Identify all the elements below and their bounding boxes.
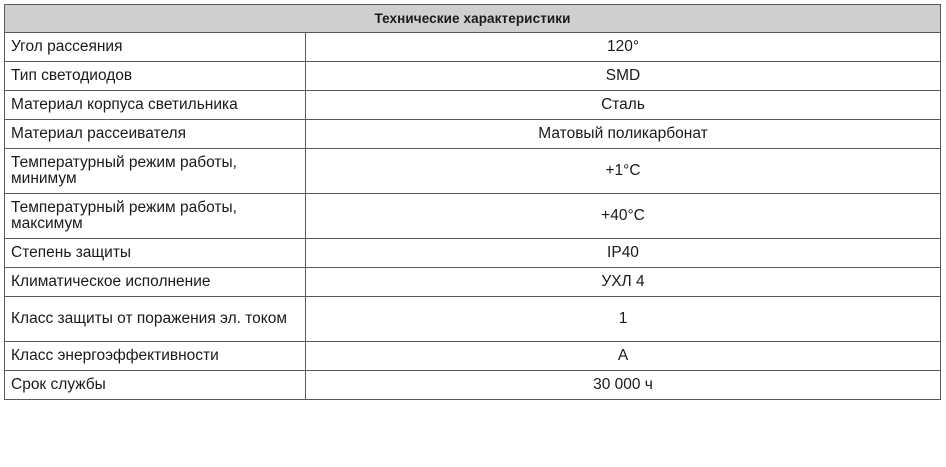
row-value: Сталь xyxy=(306,91,941,120)
table-header-row xyxy=(5,5,941,33)
row-label: Класс защиты от поражения эл. током xyxy=(5,297,306,342)
table-row xyxy=(5,268,941,297)
table-row xyxy=(5,194,941,239)
table-row xyxy=(5,371,941,400)
table-row xyxy=(5,297,941,342)
table-row xyxy=(5,120,941,149)
row-label: Материал рассеивателя xyxy=(5,120,306,149)
table-row xyxy=(5,62,941,91)
row-label: Тип светодиодов xyxy=(5,62,306,91)
row-label: Температурный режим работы, максимум xyxy=(5,194,306,239)
row-value: 120° xyxy=(306,33,941,62)
table-row xyxy=(5,91,941,120)
row-value: УХЛ 4 xyxy=(306,268,941,297)
table-row xyxy=(5,239,941,268)
table-title: Технические характеристики xyxy=(5,5,941,33)
row-value: +40°C xyxy=(306,194,941,239)
row-label: Класс энергоэффективности xyxy=(5,342,306,371)
row-label: Материал корпуса светильника xyxy=(5,91,306,120)
table-row xyxy=(5,33,941,62)
row-value: +1°C xyxy=(306,149,941,194)
spec-table xyxy=(4,4,941,400)
row-value: 1 xyxy=(306,297,941,342)
table-row xyxy=(5,342,941,371)
row-label: Степень защиты xyxy=(5,239,306,268)
row-value: IP40 xyxy=(306,239,941,268)
row-value: SMD xyxy=(306,62,941,91)
table-row xyxy=(5,149,941,194)
row-label: Температурный режим работы, минимум xyxy=(5,149,306,194)
row-value: 30 000 ч xyxy=(306,371,941,400)
row-value: Матовый поликарбонат xyxy=(306,120,941,149)
row-label: Климатическое исполнение xyxy=(5,268,306,297)
row-label: Срок службы xyxy=(5,371,306,400)
row-value: A xyxy=(306,342,941,371)
row-label: Угол рассеяния xyxy=(5,33,306,62)
